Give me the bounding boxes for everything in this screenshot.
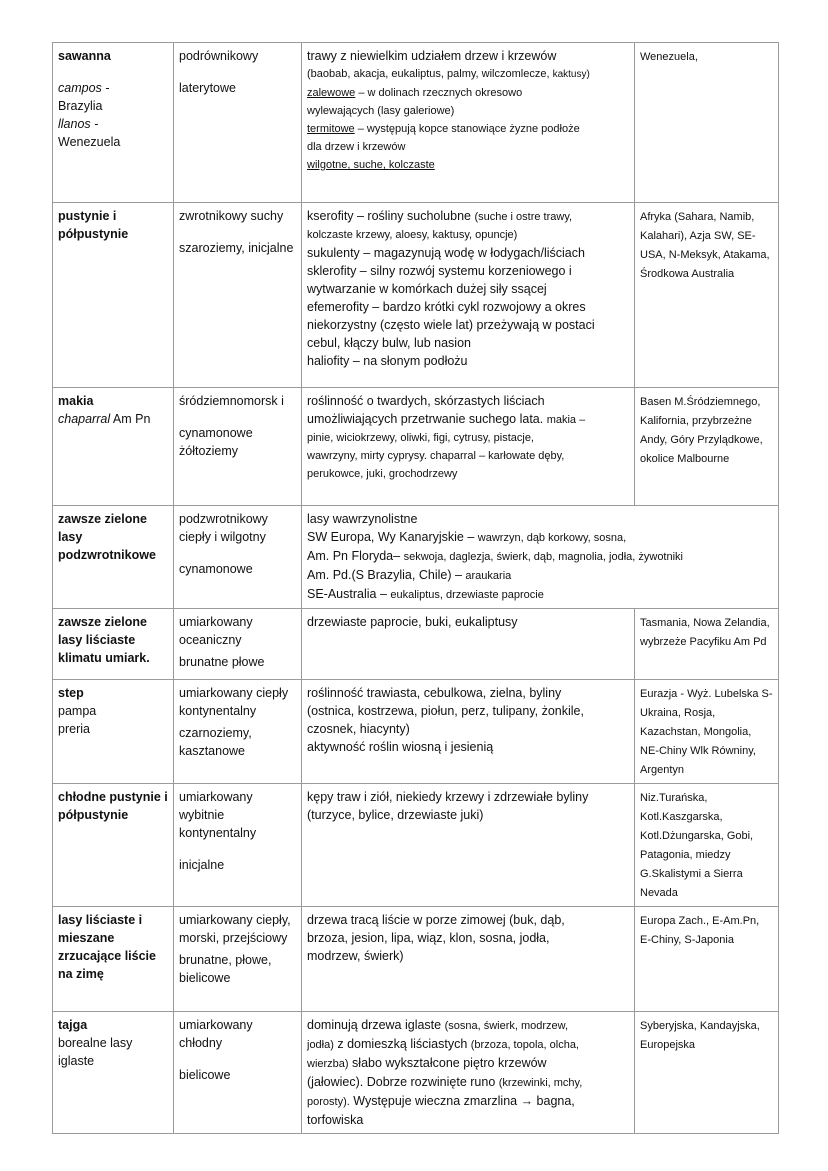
region-cell <box>635 784 779 907</box>
biome-alt-name: campos - <box>58 81 110 95</box>
vegetation-line: (jałowiec). Dobrze rozwinięte runo <box>307 1075 499 1089</box>
soil: cynamonowe <box>179 562 253 576</box>
vegetation-line: niekorzystny (często wiele lat) przeżywają w postaci <box>307 318 595 332</box>
climate-soil-cell <box>174 43 302 203</box>
region-cell <box>635 680 779 784</box>
climate-soil-cell <box>174 1012 302 1134</box>
vegetation-line: brzoza, jesion, lipa, wiąz, klon, sosna, jodła, <box>307 931 550 945</box>
soil: inicjalne <box>179 858 225 872</box>
vegetation-line: sklerofity – silny rozwój systemu korzeniowego i <box>307 264 572 278</box>
climate-soil-cell <box>174 680 302 784</box>
vegetation-line: Występuje wieczna zmarzlina → bagna, <box>349 1094 575 1108</box>
vegetation-line: – w dolinach rzecznych okresowo <box>355 87 523 99</box>
vegetation-line: dla drzew i krzewów <box>307 141 406 153</box>
biome-alt-region: Brazylia <box>58 99 103 113</box>
climate: umiarkowany wybitnie kontynentalny <box>179 790 257 840</box>
biome-name-cell <box>53 784 174 907</box>
vegetation-line: perukowce, juki, grochodrzewy <box>307 468 458 480</box>
biome-name-cell <box>53 609 174 680</box>
biome-name-cell <box>53 680 174 784</box>
vegetation-line: makia – <box>546 414 586 426</box>
vegetation-line: (baobab, akacja, eukaliptus, palmy, wilczomlecze, <box>307 68 553 80</box>
biome-alt-name: preria <box>58 722 90 736</box>
climate-soil-cell <box>174 609 302 680</box>
biome-name: makia <box>58 394 94 408</box>
climate: umiarkowany ciepły kontynentalny <box>179 686 289 718</box>
climate-soil-cell <box>174 388 302 506</box>
vegetation-line: pinie, wiciokrzewy, oliwki, figi, cytrusy, pistacje, <box>307 432 534 444</box>
region: Afryka (Sahara, Namib, Kalahari), Azja SW, SE-USA, N-Meksyk, Atakama, Środkowa Australia <box>640 211 770 280</box>
vegetation-line: wytwarzanie w komórkach dużej siły ssącej <box>307 282 547 296</box>
biome-name: zawsze zielone lasy liściaste klimatu umiark. <box>58 615 150 665</box>
region-cell <box>635 907 779 1012</box>
vegetation-line: – występują kopce stanowiące żyzne podłoże <box>354 123 580 135</box>
vegetation-cell <box>302 506 779 609</box>
table-row <box>53 784 779 907</box>
soil: laterytowe <box>179 81 236 95</box>
biome-name-cell <box>53 388 174 506</box>
soil: brunatne płowe <box>179 655 265 669</box>
table-row <box>53 1012 779 1134</box>
vegetation-line: (turzyce, bylice, drzewiaste juki) <box>307 808 484 822</box>
soil: szaroziemy, inicjalne <box>179 241 294 255</box>
biome-name: chłodne pustynie i półpustynie <box>58 790 168 822</box>
vegetation-line: sekwoja, daglezja, świerk, dąb, magnolia, jodła, żywotniki <box>403 551 683 563</box>
vegetation-line: (ostnica, kostrzewa, piołun, perz, tulipany, żonkile, <box>307 704 584 718</box>
vegetation-line: porosty). <box>307 1096 350 1108</box>
climate: umiarkowany ciepły, morski, przejściowy <box>179 913 291 945</box>
vegetation-cell <box>302 388 635 506</box>
region: Eurazja - Wyż. Lubelska S-Ukraina, Rosja, Kazachstan, Mongolia, NE-Chiny Wlk Równiny, Argentyn <box>640 688 773 776</box>
vegetation-line: jodła) <box>307 1039 334 1051</box>
vegetation-line: kaktusy) <box>552 69 590 80</box>
region-cell <box>635 1012 779 1134</box>
region: Basen M.Śródziemnego, Kalifornia, przybrzeżne Andy, Góry Przylądkowe, okolice Malbourne <box>640 396 763 465</box>
vegetation-line: aktywność roślin wiosną i jesienią <box>307 740 494 754</box>
climate: podzwrotnikowy ciepły i wilgotny <box>179 512 268 544</box>
vegetation-line: wierzba) <box>307 1058 349 1070</box>
table-row <box>53 43 779 203</box>
biome-name: step <box>58 686 84 700</box>
vegetation-line: SW Europa, Wy Kanaryjskie – <box>307 530 478 544</box>
biome-alt-region: Am Pn <box>110 412 151 426</box>
vegetation-line: roślinność trawiasta, cebulkowa, zielna, byliny <box>307 686 562 700</box>
vegetation-cell <box>302 609 635 680</box>
biome-name: lasy liściaste i mieszane zrzucające liście na zimę <box>58 913 156 981</box>
vegetation-line: lasy wawrzynolistne <box>307 512 418 526</box>
vegetation-line: (sosna, świerk, modrzew, <box>444 1020 569 1032</box>
biome-name-cell <box>53 203 174 388</box>
climate: podrównikowy <box>179 49 259 63</box>
soil: czarnoziemy, kasztanowe <box>179 726 252 758</box>
soil: brunatne, płowe, bielicowe <box>179 953 272 985</box>
biome-name: tajga <box>58 1018 88 1032</box>
region: Niz.Turańska, Kotl.Kaszgarska, Kotl.Dżungarska, Gobi, Patagonia, miedzy G.Skalistymi a Sierra Nevada <box>640 792 754 899</box>
region: Europa Zach., E-Am.Pn, E-Chiny, S-Japonia <box>640 915 760 946</box>
vegetation-line: kolczaste krzewy, aloesy, kaktusy, opuncje) <box>307 229 518 241</box>
vegetation-line: torfowiska <box>307 1113 364 1127</box>
region: Tasmania, Nowa Zelandia, wybrzeże Pacyfiku Am Pd <box>640 617 770 648</box>
vegetation-cell <box>302 43 635 203</box>
climate-soil-cell <box>174 784 302 907</box>
vegetation-line: drzewa tracą liście w porze zimowej (buk, dąb, <box>307 913 565 927</box>
vegetation-cell <box>302 784 635 907</box>
table-row <box>53 680 779 784</box>
vegetation-line: (krzewinki, mchy, <box>498 1077 583 1089</box>
climate: zwrotnikowy suchy <box>179 209 284 223</box>
vegetation-cell <box>302 1012 635 1134</box>
vegetation-line: wawrzyny, mirty cyprysy. chaparral – karłowate dęby, <box>307 450 565 462</box>
table-row <box>53 609 779 680</box>
table-row <box>53 388 779 506</box>
biome-name-cell <box>53 43 174 203</box>
vegetation-line: drzewiaste paprocie, buki, eukaliptusy <box>307 615 518 629</box>
vegetation-line: słabo wykształcone piętro krzewów <box>348 1056 547 1070</box>
vegetation-line: (brzoza, topola, olcha, <box>470 1039 579 1051</box>
vegetation-cell <box>302 203 635 388</box>
biome-name-cell <box>53 1012 174 1134</box>
vegetation-line: sukulenty – magazynują wodę w łodygach/liściach <box>307 246 585 260</box>
biome-name-cell <box>53 907 174 1012</box>
biome-name: pustynie i półpustynie <box>58 209 129 241</box>
region-cell <box>635 388 779 506</box>
biome-name: zawsze zielone lasy podzwrotnikowe <box>58 512 156 562</box>
vegetation-term: wilgotne, suche, kolczaste <box>307 159 435 171</box>
vegetation-line: SE-Australia – <box>307 587 391 601</box>
vegetation-line: araukaria <box>465 570 512 582</box>
region-cell <box>635 43 779 203</box>
vegetation-line: czosnek, hiacynty) <box>307 722 410 736</box>
vegetation-line: kserofity – rośliny sucholubne <box>307 209 475 223</box>
vegetation-line: (suche i ostre trawy, <box>474 211 573 223</box>
biome-name: sawanna <box>58 49 111 63</box>
vegetation-line: Am. Pn Floryda– <box>307 549 404 563</box>
vegetation-line: roślinność o twardych, skórzastych liściach <box>307 394 545 408</box>
climate-soil-cell <box>174 907 302 1012</box>
vegetation-cell <box>302 680 635 784</box>
biome-alt-name: chaparral <box>58 412 111 426</box>
soil: bielicowe <box>179 1068 231 1082</box>
vegetation-line: wawrzyn, dąb korkowy, sosna, <box>477 532 627 544</box>
vegetation-cell <box>302 907 635 1012</box>
vegetation-line: trawy z niewielkim udziałem drzew i krzewów <box>307 49 557 63</box>
table-row <box>53 506 779 609</box>
table-row <box>53 907 779 1012</box>
region-cell <box>635 203 779 388</box>
region-cell <box>635 609 779 680</box>
vegetation-term: termitowe <box>307 123 355 135</box>
biome-alt-name: llanos - <box>58 117 99 131</box>
table-row <box>53 203 779 388</box>
vegetation-line: cebul, kłączy bulw, lub nasion <box>307 336 471 350</box>
vegetation-line: z domieszką liściastych <box>333 1037 471 1051</box>
vegetation-line: efemerofity – bardzo krótki cykl rozwojowy a okres <box>307 300 586 314</box>
region: Wenezuela, <box>640 51 698 63</box>
vegetation-term: zalewowe <box>307 87 356 99</box>
vegetation-line: umożliwiających przetrwanie suchego lata. <box>307 412 547 426</box>
vegetation-line: modrzew, świerk) <box>307 949 404 963</box>
vegetation-line: wylewających (lasy galeriowe) <box>307 105 455 117</box>
vegetation-line: kępy traw i ziół, niekiedy krzewy i zdrzewiałe byliny <box>307 790 589 804</box>
biomes-table <box>52 42 779 1134</box>
vegetation-line: haliofity – na słonym podłożu <box>307 354 468 368</box>
vegetation-line: dominują drzewa iglaste <box>307 1018 445 1032</box>
vegetation-line: Am. Pd.(S Brazylia, Chile) – <box>307 568 466 582</box>
climate: śródziemnomorsk i <box>179 394 284 408</box>
climate-soil-cell <box>174 203 302 388</box>
climate-soil-cell <box>174 506 302 609</box>
biome-alt-name: borealne lasy iglaste <box>58 1036 133 1068</box>
soil: cynamonowe żółtoziemy <box>179 426 253 458</box>
climate: umiarkowany oceaniczny <box>179 615 253 647</box>
biome-alt-name: pampa <box>58 704 97 718</box>
region: Syberyjska, Kandayjska, Europejska <box>640 1020 760 1051</box>
biome-name-cell <box>53 506 174 609</box>
vegetation-line: eukaliptus, drzewiaste paprocie <box>390 589 544 601</box>
biome-alt-region: Wenezuela <box>58 135 121 149</box>
climate: umiarkowany chłodny <box>179 1018 253 1050</box>
